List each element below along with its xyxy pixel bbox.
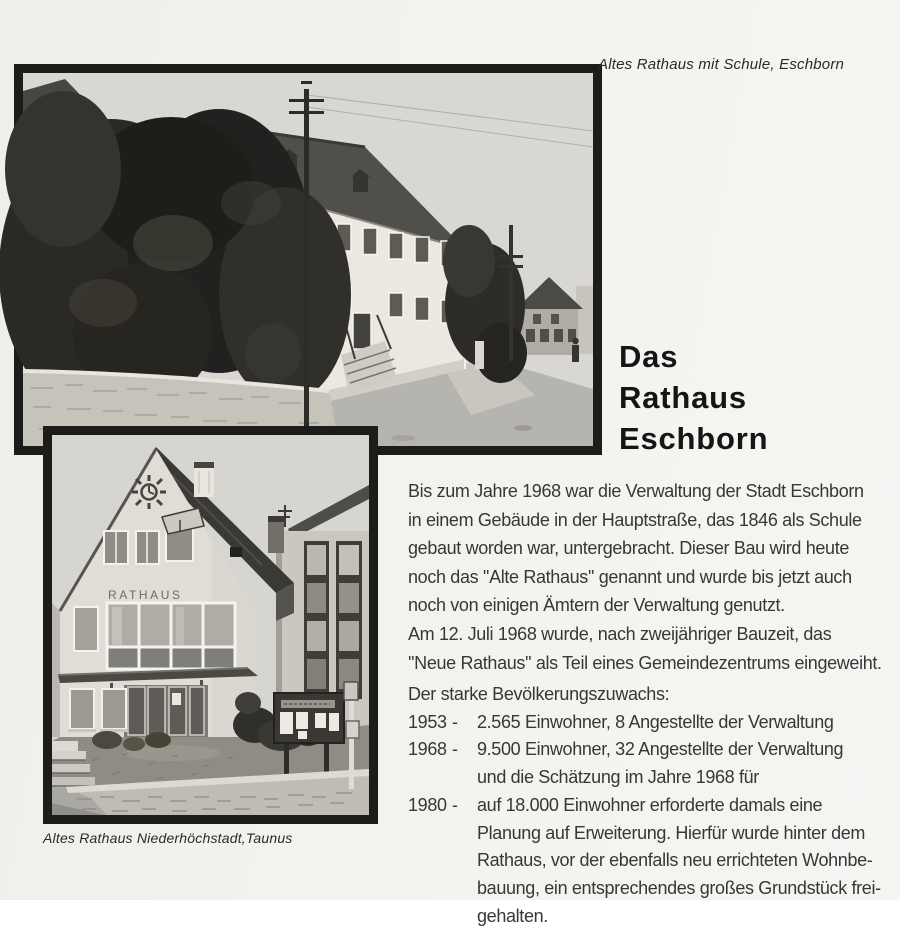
year-cell — [408, 764, 452, 792]
text-line: noch das ''Alte Rathaus'' genannt und wurde bis jetzt auch — [408, 566, 852, 587]
text-cell: gehalten. — [477, 905, 548, 926]
dash-cell — [452, 875, 477, 903]
photo-illustration-rathaus-building — [52, 435, 369, 815]
year-cell — [408, 847, 452, 875]
photo-old-town-hall-niederhoechstadt — [43, 426, 378, 824]
text-line: Am 12. Juli 1968 wurde, nach zweijähriger Bauzeit, das — [408, 623, 832, 644]
growth-row — [408, 875, 881, 903]
growth-row — [408, 764, 881, 792]
page-title — [619, 336, 768, 459]
dash-cell: - — [452, 794, 458, 815]
growth-row — [408, 903, 881, 930]
growth-section — [408, 681, 881, 930]
year-cell — [408, 903, 452, 930]
year-cell: 1968 — [408, 739, 447, 760]
dash-cell — [452, 847, 477, 875]
intro-paragraph — [408, 477, 882, 677]
photo-old-town-hall-eschborn — [14, 64, 602, 455]
dash-cell — [452, 820, 477, 848]
text-cell: 2.565 Einwohner, 8 Angestellte der Verwaltung — [477, 711, 834, 732]
growth-row — [408, 736, 881, 764]
year-cell — [408, 820, 452, 848]
dash-cell: - — [452, 739, 458, 760]
page-title-line-1: Das — [619, 339, 679, 374]
text-cell: auf 18.000 Einwohner erforderte damals eine — [477, 794, 823, 815]
dash-cell — [452, 764, 477, 792]
page-title-line-3: Eschborn — [619, 421, 769, 456]
text-line: ''Neue Rathaus'' als Teil eines Gemeindezentrums eingeweiht. — [408, 652, 882, 673]
photo-caption-top: Altes Rathaus mit Schule, Eschborn — [598, 56, 845, 73]
page-title-line-2: Rathaus — [619, 380, 747, 415]
photo-illustration-street-scene — [23, 73, 593, 446]
year-cell — [408, 875, 452, 903]
text-cell: bauung, ein entsprechendes großes Grundstück frei- — [477, 877, 881, 898]
photo-caption-bottom: Altes Rathaus Niederhöchstadt,Taunus — [43, 830, 293, 846]
growth-row — [408, 847, 881, 875]
text-cell: und die Schätzung im Jahre 1968 für — [477, 767, 759, 788]
text-line: in einem Gebäude in der Hauptstraße, das 1846 als Schule — [408, 509, 862, 530]
rathaus-sign-text: RATHAUS — [108, 588, 183, 602]
text-cell: 9.500 Einwohner, 32 Angestellte der Verwaltung — [477, 739, 844, 760]
year-cell: 1953 — [408, 711, 447, 732]
sun-clock-emblem — [132, 475, 166, 509]
text-cell: Planung auf Erweiterung. Hierfür wurde hinter dem — [477, 822, 866, 843]
year-cell: 1980 — [408, 794, 447, 815]
growth-title: Der starke Bevölkerungszuwachs: — [408, 684, 670, 704]
growth-row — [408, 709, 881, 737]
text-line: gebaut worden war, untergebracht. Dieser Bau wird heute — [408, 538, 850, 559]
text-line: Bis zum Jahre 1968 war die Verwaltung der Stadt Eschborn — [408, 481, 864, 501]
dash-cell: - — [452, 711, 458, 732]
dash-cell — [452, 903, 477, 930]
text-line: noch von einigen Ämtern der Verwaltung genutzt. — [408, 595, 785, 616]
growth-row — [408, 792, 881, 820]
growth-row — [408, 820, 881, 848]
text-cell: Rathaus, vor der ebenfalls neu errichteten Wohnbe- — [477, 850, 873, 871]
